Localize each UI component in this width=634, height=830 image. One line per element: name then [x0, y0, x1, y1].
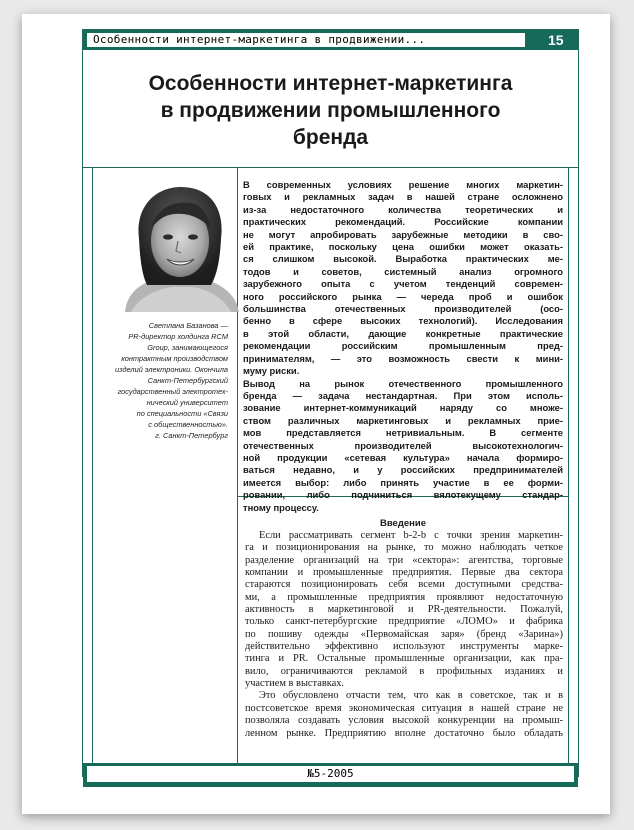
title-line: Особенности интернет-маркетинга — [148, 72, 513, 95]
title-line: бренда — [292, 126, 369, 149]
page-number: 15 — [548, 32, 564, 48]
lead-line: отечественных производителей высокотехнологич- — [243, 439, 563, 451]
caption-line: Group, занимающегося — [147, 343, 228, 352]
lead-line: большинства отечественных производителей (осо- — [243, 303, 563, 315]
body-line: действительно эффективно используют инструменты марке- — [245, 641, 563, 653]
author-caption — [106, 320, 228, 441]
section-heading: Введение — [379, 518, 427, 529]
article-title — [83, 70, 578, 151]
caption-line: Санкт-Петербургский — [147, 376, 228, 385]
caption-line: по специальности «Связи — [136, 409, 228, 418]
running-title: Особенности интернет-маркетинга в продвижении... — [93, 33, 426, 46]
caption-line: PR-директор холдинга RCM — [128, 332, 228, 341]
caption-line: с общественностью». — [148, 420, 228, 429]
body-line: вило, ограничиваются рекламой в профильных изданиях и — [245, 665, 563, 677]
caption-line: г. Санкт-Петербург — [155, 431, 228, 440]
magazine-page — [22, 14, 610, 814]
caption-line: изделий электроники. Окончила — [115, 365, 228, 374]
lead-line: зарубежного опыта с учетом тенденций современ- — [243, 278, 563, 290]
caption-line: государственный электротех- — [117, 387, 228, 396]
lead-line: ного российского рынка — череда проб и ошибок — [243, 290, 563, 302]
body-line: активность в маркетинговой и PR-деятельности. Пожалуй, — [245, 604, 563, 616]
lead-line: Вывод на рынок отечественного промышленного — [243, 377, 563, 389]
body-line: позволяла создавать условия высокой конкуренции на промыш- — [245, 715, 563, 727]
lead-line: в этой области, дающие конкретные практические — [243, 327, 563, 339]
footer-bar — [83, 763, 578, 787]
lead-line: муму риски. — [243, 365, 300, 377]
lead-line: бенно в сфере высоких технологий). Исследования — [243, 315, 563, 327]
lead-line: зование интернет-коммуникаций наряду со множе- — [243, 402, 563, 414]
column-rule-left — [92, 168, 93, 775]
lead-line: ровании, либо подчиниться вялотекущему стандар- — [243, 489, 563, 501]
lead-paragraph — [243, 179, 563, 514]
lead-line: тодов и советов, системный анализ огромного — [243, 265, 563, 277]
body-line: участием в выставках. — [245, 678, 345, 690]
lead-line: тному процессу. — [243, 501, 319, 513]
title-box — [83, 51, 578, 168]
body-text — [245, 530, 563, 740]
body-line: Если рассматривать сегмент b-2-b с точки зрения маркетин- — [259, 530, 563, 541]
lead-line: мов представляется нетривиальным. В сегменте — [243, 427, 563, 439]
body-line: стараются позиционировать себя всеми доступными средства- — [245, 579, 563, 591]
lead-line: ся слишком высокой. Выработка практических ме- — [243, 253, 563, 265]
lead-line: бренда — задача нестандартная. При этом исполь- — [243, 389, 563, 401]
column-rule-right — [568, 168, 569, 775]
body-line: компании и промышленные предприятия. Первые два сектора — [245, 567, 563, 579]
issue-number: №5-2005 — [307, 767, 354, 780]
body-line: постсоветское время экономическая ситуация в нашей стране не — [245, 702, 563, 714]
lead-line: ством различных маркетинговых и рекламных прие- — [243, 414, 563, 426]
lead-line: говых и рекламных задач в нашей стране осложнено — [243, 191, 563, 203]
body-line: ленном рынке. Предприятию вполне достаточно было обладать — [245, 727, 563, 739]
body-line: га и позиционирования на рынке, то можно наблюдать четкое — [245, 542, 563, 554]
body-line: Это обусловлено отчасти тем, что как в советское, так и в — [259, 690, 563, 702]
footer-box — [87, 766, 574, 782]
lead-line: имеется выбор: либо принять участие в ее форми- — [243, 476, 563, 488]
title-line: в продвижении промышленного — [160, 99, 501, 122]
lead-line: рекомендации российским промышленным пред- — [243, 340, 563, 352]
lead-line: ей практике, поскольку цена ошибки может оказать- — [243, 241, 563, 253]
body-line: по пошиву одежды «Первомайская заря» (бренд «Зарина») — [245, 628, 563, 640]
caption-line: контрактным производством — [121, 354, 228, 363]
author-photo — [117, 177, 242, 312]
caption-line: нический университет — [146, 398, 228, 407]
running-header — [83, 30, 578, 50]
lead-line: принимателям, — это возможность свести к мини- — [243, 352, 563, 364]
lead-line: ной продукции «сетевая культура» начала формиро- — [243, 451, 563, 463]
body-line: разделение организаций на три «сектора»: агентства, торговые — [245, 554, 563, 566]
lead-line: ваться недавно, и у российских предпринимателей — [243, 464, 563, 476]
body-line: тинга и PR. Остальные промышленные организации, как пра- — [245, 653, 563, 665]
running-header-box — [87, 33, 525, 47]
lead-line: не могут апробировать зарубежные методики в сво- — [243, 228, 563, 240]
body-line: только санкт-петербургские предприятие «ЛОМО» и фабрика — [245, 616, 563, 628]
lead-line: В современных условиях решение многих маркетин- — [243, 179, 563, 190]
caption-line: Светлана Базанова — — [148, 321, 228, 330]
lead-line: из-за недостаточного количества теоретических и — [243, 203, 563, 215]
body-line: ми, а промышленные предприятия проявляют недостаточную — [245, 591, 563, 603]
lead-line: практических рекомендаций. Российские компании — [243, 216, 563, 228]
